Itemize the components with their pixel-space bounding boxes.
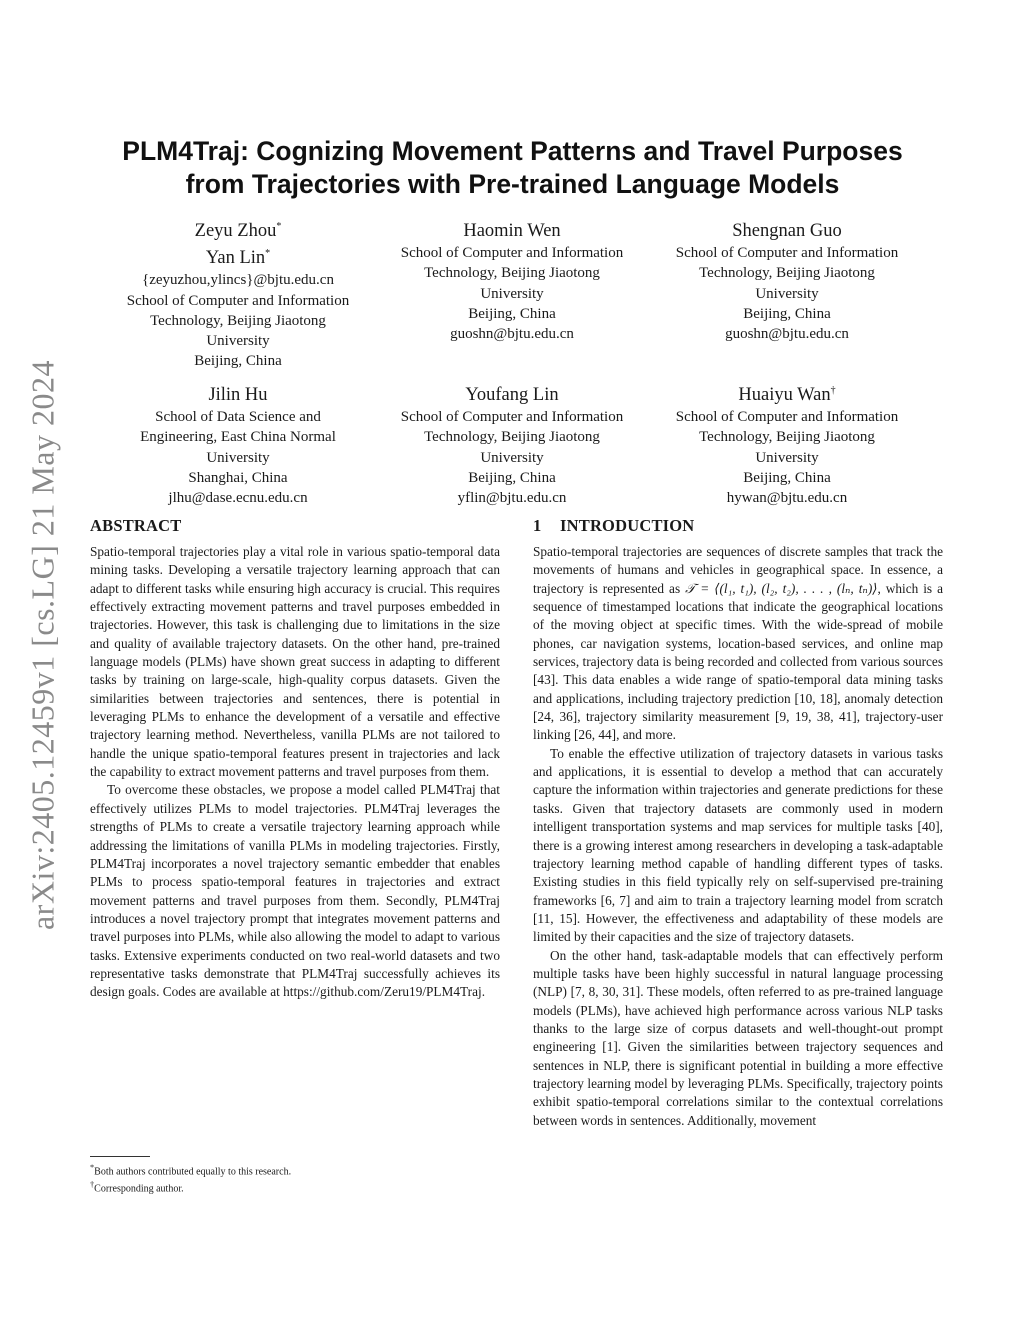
author-affiliation: School of Computer and Information	[126, 292, 350, 309]
author-location: Beijing, China	[743, 469, 831, 486]
paper-title	[90, 135, 935, 201]
author-affiliation: Technology, Beijing Jiaotong	[424, 429, 600, 446]
author-affiliation: Technology, Beijing Jiaotong	[150, 312, 326, 329]
author-block-guo	[652, 216, 922, 344]
author-location: Beijing, China	[468, 469, 556, 486]
arxiv-identifier: arXiv:2405.12459v1 [cs.LG] 21 May 2024	[24, 359, 61, 931]
author-affiliation: School of Computer and Information	[675, 409, 899, 426]
author-block-wan	[652, 380, 922, 508]
author-email: hywan@bjtu.edu.cn	[726, 489, 848, 506]
author-email: {zeyuzhou,ylincs}@bjtu.edu.cn	[142, 272, 334, 289]
intro-paragraph: On the other hand, task-adaptable models that can effectively perform multiple tasks have been highly successful in natural language processing (NLP) [7, 8, 30, 31]. These models, often referred to as pre-trained language models (PLMs), have achieved high performance across various NLP tasks thanks to the large size of corpus datasets and well-thought-out prompt engineering [1]. Given the similarities between trajectory sequences and sentences in NLP, there is significant potential in building a more effective trajectory learning model by leveraging PLMs. Specifically, trajectory points exhibit spatio-temporal correlations similar to the contextual correlations between words in sentences. Additionally, movement	[533, 947, 943, 1128]
abstract-paragraph: To overcome these obstacles, we propose a model called PLM4Traj that effectively utilizes PLMs to model trajectories. PLM4Traj leverages the strengths of PLMs to create a versatile trajectory learning approach while addressing the limitations of vanilla PLMs in modeling trajectories. Firstly, PLM4Traj incorporates a novel trajectory semantic embedder that enables PLMs to process spatio-temporal features in trajectories and extract movement patterns and travel purposes from them. Secondly, PLM4Traj introduces a novel trajectory prompt that integrates movement patterns and travel purposes into PLMs, while also allowing the model to adapt to various tasks. Extensive experiments conducted on two real-world datasets and two representative tasks demonstrate that PLM4Traj successfully achieves its design goals. Codes are available at https://github.com/Zeru19/PLM4Traj.	[90, 782, 500, 1000]
abstract-paragraph: Spatio-temporal trajectories play a vital role in various spatio-temporal data mining tasks. Developing a versatile trajectory learning approach that can adapt to different tasks while ensuring high accuracy is crucial. This requires effectively extracting movement patterns and travel purposes embedded in trajectories. However, this task is challenging due to limitations in the size and quality of available trajectory datasets. On the other hand, pre-trained language models (PLMs) have shown great success in adapting to different tasks by training on large-scale, high-quality corpus datasets. Given the similarities between trajectories and sentences, there is potential in leveraging PLMs to enhance the development of a versatile and effective trajectory learning method. Nevertheless, vanilla PLMs are not tailored to handle the unique spatio-temporal features present in trajectories and lack the capability to extract movement patterns and travel purposes from them.	[90, 544, 500, 780]
author-name: Shengnan Guo	[732, 221, 842, 242]
author-block-youfang-lin	[377, 380, 647, 508]
abstract-heading: ABSTRACT	[90, 516, 182, 535]
author-location: Beijing, China	[743, 305, 831, 322]
author-email: guoshn@bjtu.edu.cn	[725, 325, 849, 342]
footnote-rule	[90, 1156, 150, 1157]
author-affiliation: School of Computer and Information	[675, 245, 899, 262]
author-name: Yan Lin*	[205, 248, 271, 269]
author-affiliation: University	[480, 449, 544, 466]
author-affiliation: University	[755, 449, 819, 466]
author-location: Shanghai, China	[188, 469, 288, 486]
introduction-section	[533, 516, 943, 1130]
author-affiliation: University	[755, 285, 819, 302]
author-location: Beijing, China	[468, 305, 556, 322]
author-affiliation: University	[480, 285, 544, 302]
title-line-2: from Trajectories with Pre-trained Language Models	[185, 169, 840, 199]
footnote-equal-contribution: *Both authors contributed equally to this research.	[90, 1163, 292, 1178]
author-email: yflin@bjtu.edu.cn	[457, 489, 567, 506]
footnotes	[90, 1156, 500, 1196]
author-block-hu	[103, 380, 373, 508]
author-affiliation: University	[206, 332, 270, 349]
author-name: Huaiyu Wan†	[738, 385, 836, 406]
abstract-section	[90, 516, 500, 1002]
author-affiliation: Technology, Beijing Jiaotong	[424, 265, 600, 282]
author-affiliation: School of Computer and Information	[400, 245, 624, 262]
author-name: Jilin Hu	[208, 385, 268, 406]
intro-paragraph: Spatio-temporal trajectories are sequences of discrete samples that track the movements of humans and vehicles in geographical space. In essence, a trajectory is represented as 𝒯 = ⟨(l₁, t₁), (l₂, t₂), . . . , (lₙ, tₙ)⟩, which is a sequence of timestamped locations that indicate the geographical locations of the moving object at specific times. With the wide-spread of mobile phones, car navigation systems, location-based services, and online map services, trajectory data is being recorded and collected from various sources [43]. This data enables a wide range of spatio-temporal data mining tasks and applications, including trajectory prediction [10, 18], anomaly detection [24, 36], trajectory similarity measurement [9, 19, 38, 41], trajectory-user linking [26, 44], and more.	[533, 544, 943, 743]
footnote-corresponding-author: †Corresponding author.	[90, 1180, 184, 1195]
author-name: Youfang Lin	[465, 385, 559, 406]
author-email: jlhu@dase.ecnu.edu.cn	[168, 489, 308, 506]
author-affiliation: University	[206, 449, 270, 466]
introduction-heading: 1 INTRODUCTION	[533, 516, 695, 535]
author-email: guoshn@bjtu.edu.cn	[450, 325, 574, 342]
author-name: Zeyu Zhou*	[194, 221, 282, 242]
author-affiliation: Engineering, East China Normal	[140, 429, 336, 446]
intro-paragraph: To enable the effective utilization of trajectory datasets in various tasks and applications, it is essential to develop a method that can accurately capture the information within trajectories and generate predictions for these tasks. Given that trajectory datasets are commonly used in modern intelligent transportation systems and map services for multiple tasks [40], there is a growing interest among researchers in developing a task-adaptable trajectory learning method capable of handling different types of tasks. Existing studies in this field typically rely on self-supervised pre-training frameworks [6, 7] and aim to train a trajectory learning model from scratch [11, 15]. However, the effectiveness and adaptability of these models are limited by their capacities and the size of trajectory datasets.	[533, 745, 943, 945]
author-affiliation: Technology, Beijing Jiaotong	[699, 265, 875, 282]
author-affiliation: School of Data Science and	[155, 409, 321, 426]
trajectory-formula: 𝒯 = ⟨(l₁, t₁), (l₂, t₂), . . . , (lₙ, tₙ)⟩	[685, 580, 878, 596]
author-name: Haomin Wen	[463, 221, 561, 242]
author-affiliation: School of Computer and Information	[400, 409, 624, 426]
author-block-zhou-lin	[103, 216, 373, 371]
author-location: Beijing, China	[194, 353, 282, 370]
arxiv-side-stamp	[8, 345, 78, 945]
author-affiliation: Technology, Beijing Jiaotong	[699, 429, 875, 446]
author-block-wen	[377, 216, 647, 344]
title-line-1: PLM4Traj: Cognizing Movement Patterns and Travel Purposes	[122, 136, 903, 166]
